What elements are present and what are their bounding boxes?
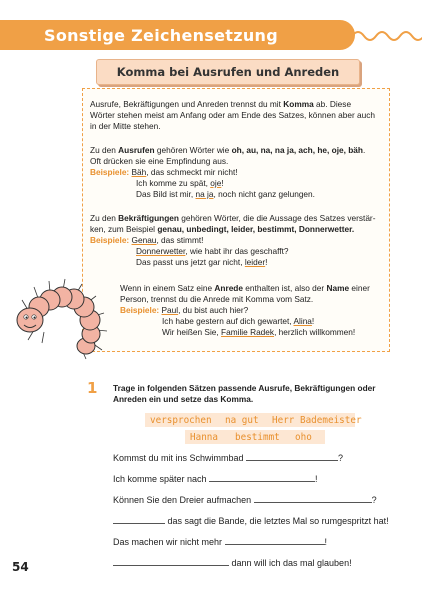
subtitle-box <box>96 59 360 85</box>
example-8: Ich habe gestern auf dich gewartet, Alina! <box>162 316 315 326</box>
caterpillar-illustration <box>8 270 116 360</box>
exercise-sentence-6: dann will ich das mal glauben! <box>113 556 352 568</box>
word-bank-item: Herr Bademeister <box>272 415 362 426</box>
answer-blank[interactable] <box>113 514 165 524</box>
word-bank-item: Hanna <box>190 432 218 443</box>
word-bank-item: oho <box>295 432 312 443</box>
answer-blank[interactable] <box>113 556 229 566</box>
intro-line-2: Wörter stehen meist am Anfang oder am Ende des Satzes, können aber auch <box>90 110 376 120</box>
anrede-line-1: Wenn in einem Satz eine Anrede enthalten ist, also der Name einer <box>120 283 370 293</box>
example-7: Beispiele: Paul, du bist auch hier? <box>120 305 249 315</box>
ausrufe-line-1: Zu den Ausrufen gehören Wörter wie oh, au, na, na ja, ach, he, oje, bäh. <box>90 145 366 155</box>
word-bank-item: bestimmt <box>235 432 280 443</box>
example-5: Donnerwetter, wie habt ihr das geschafft? <box>136 246 289 256</box>
bekraeftigung-line-2: ken, zum Beispiel genau, unbedingt, leider, bestimmt, Donnerwetter. <box>90 224 355 234</box>
answer-blank[interactable] <box>246 451 338 461</box>
example-6: Das passt uns jetzt gar nicht, leider! <box>136 257 268 267</box>
intro-line-3: in der Mitte stehen. <box>90 121 161 131</box>
task-number: 1 <box>87 379 98 397</box>
task-instruction: Trage in folgenden Sätzen passende Ausrufe, Bekräftigungen oder Anreden ein und setze das Komma. <box>113 383 376 404</box>
exercise-sentence-4: das sagt die Bande, die letztes Mal so rumgespritzt hat! <box>113 514 389 526</box>
subtitle: Komma bei Ausrufen und Anreden <box>116 65 340 79</box>
word-bank-item: versprochen <box>150 415 212 426</box>
example-3: Das Bild ist mir, na ja, noch nicht ganz gelungen. <box>136 189 315 199</box>
exercise-sentence-3: Können Sie den Dreier aufmachen ? <box>113 495 377 505</box>
answer-blank[interactable] <box>209 472 315 482</box>
page-title: Sonstige Zeichensetzung <box>44 26 278 45</box>
answer-blank[interactable] <box>225 535 325 545</box>
example-2: Ich komme zu spät, oje! <box>136 178 224 188</box>
intro-line-1: Ausrufe, Bekräftigungen und Anreden trennst du mit Komma ab. Diese <box>90 99 352 109</box>
example-4: Beispiele: Genau, das stimmt! <box>90 235 204 245</box>
decorative-wave-icon <box>352 26 422 46</box>
example-1: Beispiele: Bäh, das schmeckt mir nicht! <box>90 167 238 177</box>
example-9: Wir heißen Sie, Familie Radek, herzlich willkommen! <box>162 327 356 337</box>
exercise-sentence-5: Das machen wir nicht mehr ! <box>113 537 328 547</box>
answer-blank[interactable] <box>254 493 372 503</box>
word-bank-item: na gut <box>225 415 259 426</box>
page-number: 54 <box>12 560 29 574</box>
exercise-sentence-2: Ich komme später nach ! <box>113 474 318 484</box>
bekraeftigung-line-1: Zu den Bekräftigungen gehören Wörter, die die Aussage des Satzes verstär- <box>90 213 376 223</box>
ausrufe-line-2: Oft drücken sie eine Empfindung aus. <box>90 156 229 166</box>
anrede-line-2: Person, trennst du die Anrede mit Komma vom Satz. <box>120 294 314 304</box>
exercise-sentence-1: Kommst du mit ins Schwimmbad ? <box>113 453 344 463</box>
